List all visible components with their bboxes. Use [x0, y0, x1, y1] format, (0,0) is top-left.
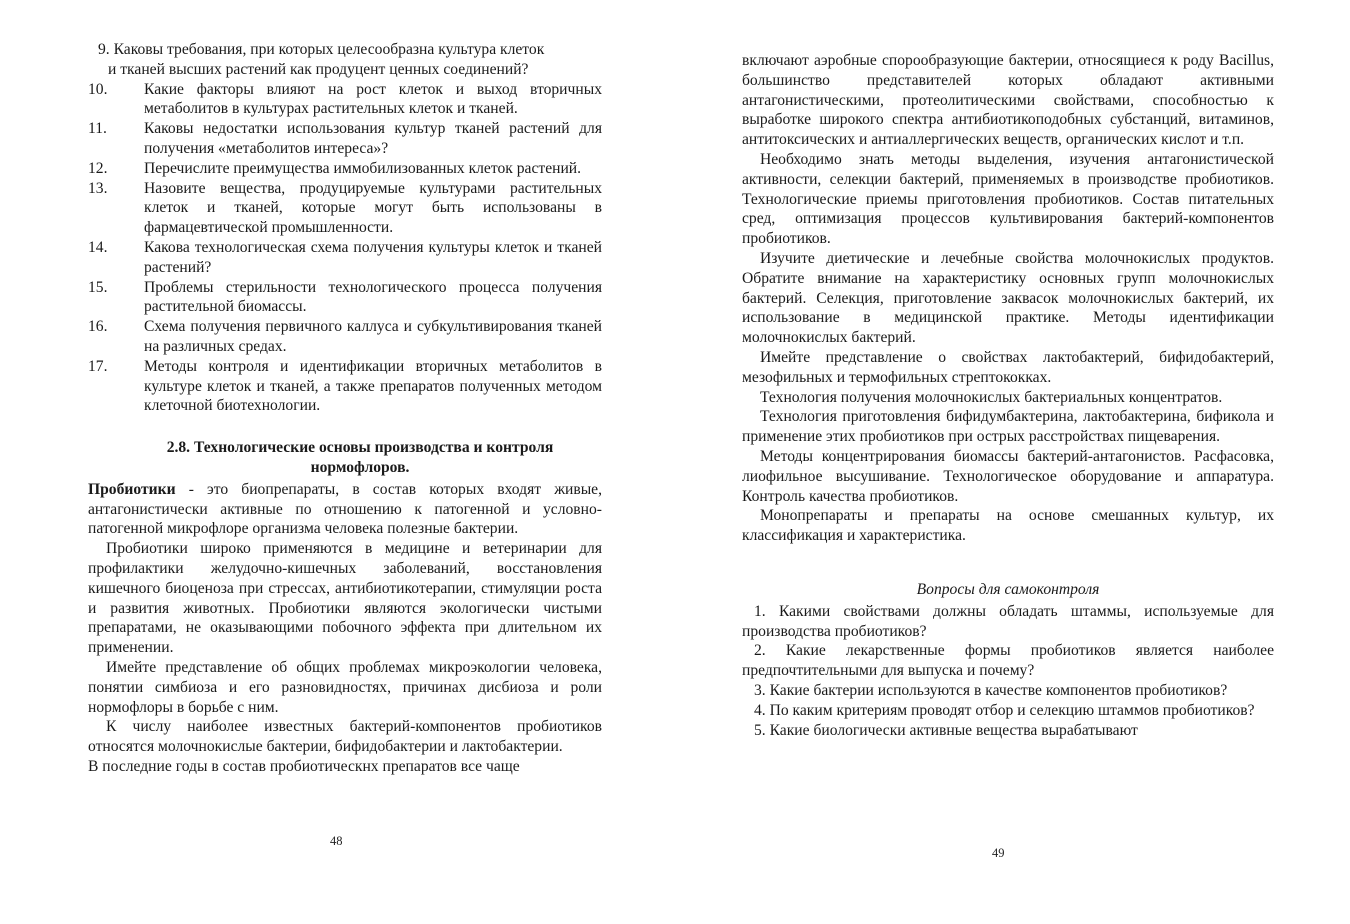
paragraph: Технология получения молочнокислых бактериальных концентратов. — [760, 388, 1223, 406]
section-heading-line: нормофлоров. — [310, 458, 410, 476]
section-heading — [88, 438, 602, 478]
question-number: 13. — [88, 179, 108, 197]
question-14 — [88, 238, 602, 278]
section-heading-line: 2.8. Технологические основы производства и контроля — [166, 439, 554, 457]
question-text: Назовите вещества, продуцируемые культурами растительных клеток и тканей, которые могут быть использованы в фармацевтической промышленности. — [144, 179, 602, 237]
paragraph: К числу наиболее известных бактерий-компонентов пробиотиков относятся молочнокислые бактерии, бифидобактерии и лактобактерии. — [88, 718, 602, 756]
paragraph: Необходимо знать методы выделения, изучения антагонистической активности, селекции бактерий, применяемых в производстве пробиотиков. Технологические приемы приготовления пробиотиков. Состав питательных сред, оптимизация процессов культивирования бактерий-компонентов пробиотиков. — [742, 150, 1274, 248]
paragraph: Пробиотики широко применяются в медицине и ветеринарии для профилактики желудочно-кишечных заболеваний, восстановления кишечного биоценоза при стрессах, антибиотикотерапии, стимуляции роста и развития животных. Пробиотики являются экологически чистыми препаратами, не оказывающими побочного эффекта при длительном их применении. — [88, 540, 602, 657]
definition-term: Пробиотики — [88, 480, 176, 498]
definition-paragraph — [88, 480, 602, 539]
paragraph: Имейте представление о свойствах лактобактерий, бифидобактерий, мезофильных и термофильных стрептококках. — [742, 348, 1274, 386]
question-text-continued: и тканей высших растений как продуцент ценных соединений? — [108, 60, 529, 78]
question-16 — [88, 317, 602, 357]
question-text: Какие факторы влияют на рост клеток и выход вторичных метаболитов в культурах растительных клеток и тканей. — [144, 80, 602, 118]
definition-text: - это биопрепараты, в состав которых входят живые, антагонистически активные по отношению к патогенной и условно-патогенной микрофлоре организма человека полезные бактерии. — [88, 480, 602, 538]
question-number: 14. — [88, 238, 108, 256]
question-17 — [88, 357, 602, 416]
question-number: 9. — [98, 41, 110, 58]
question-number: 16. — [88, 318, 108, 336]
paragraph: Имейте представление об общих проблемах микроэкологии человека, понятии симбиоза и его разновидностях, причинах дисбиоза и роли нормофлоры в борьбе с ним. — [88, 658, 602, 716]
right-page — [742, 51, 1274, 740]
question-10 — [88, 80, 602, 120]
question-number: 11. — [88, 120, 107, 138]
review-question: 2. Какие лекарственные формы пробиотиков является наиболее предпочтительными для выпуска и почему? — [742, 642, 1274, 680]
paragraph: Монопрепараты и препараты на основе смешанных культур, их классификация и характеристика. — [742, 507, 1274, 545]
paragraph: Изучите диетические и лечебные свойства молочнокислых продуктов. Обратите внимание на характеристику основных групп молочнокислых бактерий. Селекция, приготовление заквасок молочнокислых бактерий, их использование в медицинской практике. Методы идентификации молочнокислых бактерий. — [742, 249, 1274, 347]
review-question: 5. Какие биологически активные вещества вырабатывают — [754, 721, 1138, 739]
question-number: 15. — [88, 278, 108, 296]
question-text: Методы контроля и идентификации вторичных метаболитов в культуре клеток и тканей, а также препаратов полученных методом клеточной биотехнологии. — [144, 357, 602, 415]
question-11 — [88, 119, 602, 159]
review-question: 3. Какие бактерии используются в качестве компонентов пробиотиков? — [754, 681, 1228, 699]
question-15 — [88, 278, 602, 318]
question-12 — [88, 159, 602, 179]
page-number: 48 — [330, 834, 343, 848]
paragraph: Технология приготовления бифидумбактерина, лактобактерина, бификола и применение этих пробиотиков при острых расстройствах пищеварения. — [742, 408, 1274, 446]
question-9 — [88, 40, 602, 80]
left-page — [88, 40, 602, 777]
question-number: 17. — [88, 357, 108, 375]
question-text: Перечислите преимущества иммобилизованных клеток растений. — [144, 159, 582, 177]
review-question: 1. Какими свойствами должны обладать штаммы, используемые для производства пробиотиков? — [742, 602, 1274, 640]
question-text: Каковы требования, при которых целесообразна культура клеток — [113, 41, 545, 58]
question-text: Какова технологическая схема получения культуры клеток и тканей растений? — [144, 238, 602, 276]
question-text: Проблемы стерильности технологического процесса получения растительной биомассы. — [144, 278, 602, 316]
page-number: 49 — [992, 846, 1005, 860]
question-13 — [88, 179, 602, 238]
question-number: 12. — [88, 159, 108, 177]
question-number: 10. — [88, 80, 108, 98]
paragraph: включают аэробные спорообразующие бактерии, относящиеся к роду Bacillus, большинство представителей которых обладают активными антагонистическими, протеолитическими свойствами, способностью к выработке широкого спектра антибиотикоподобных субстанций, витаминов, антитоксических и антиаллергических веществ, органических кислот и т.п. — [742, 52, 1274, 149]
paragraph: Методы концентрирования биомассы бактерий-антагонистов. Расфасовка, лиофильное высушивание. Технологическое оборудование и аппаратура. Контроль качества пробиотиков. — [742, 447, 1274, 505]
question-text: Каковы недостатки использования культур тканей растений для получения «метаболитов интереса»? — [144, 120, 602, 157]
review-question: 4. По каким критериям проводят отбор и селекцию штаммов пробиотиков? — [754, 701, 1255, 719]
self-control-heading: Вопросы для самоконтроля — [916, 580, 1100, 598]
paragraph: В последние годы в состав пробиотическнх препаратов все чаще — [88, 757, 520, 775]
question-text: Схема получения первичного каллуса и субкультивирования тканей на различных средах. — [144, 318, 602, 355]
